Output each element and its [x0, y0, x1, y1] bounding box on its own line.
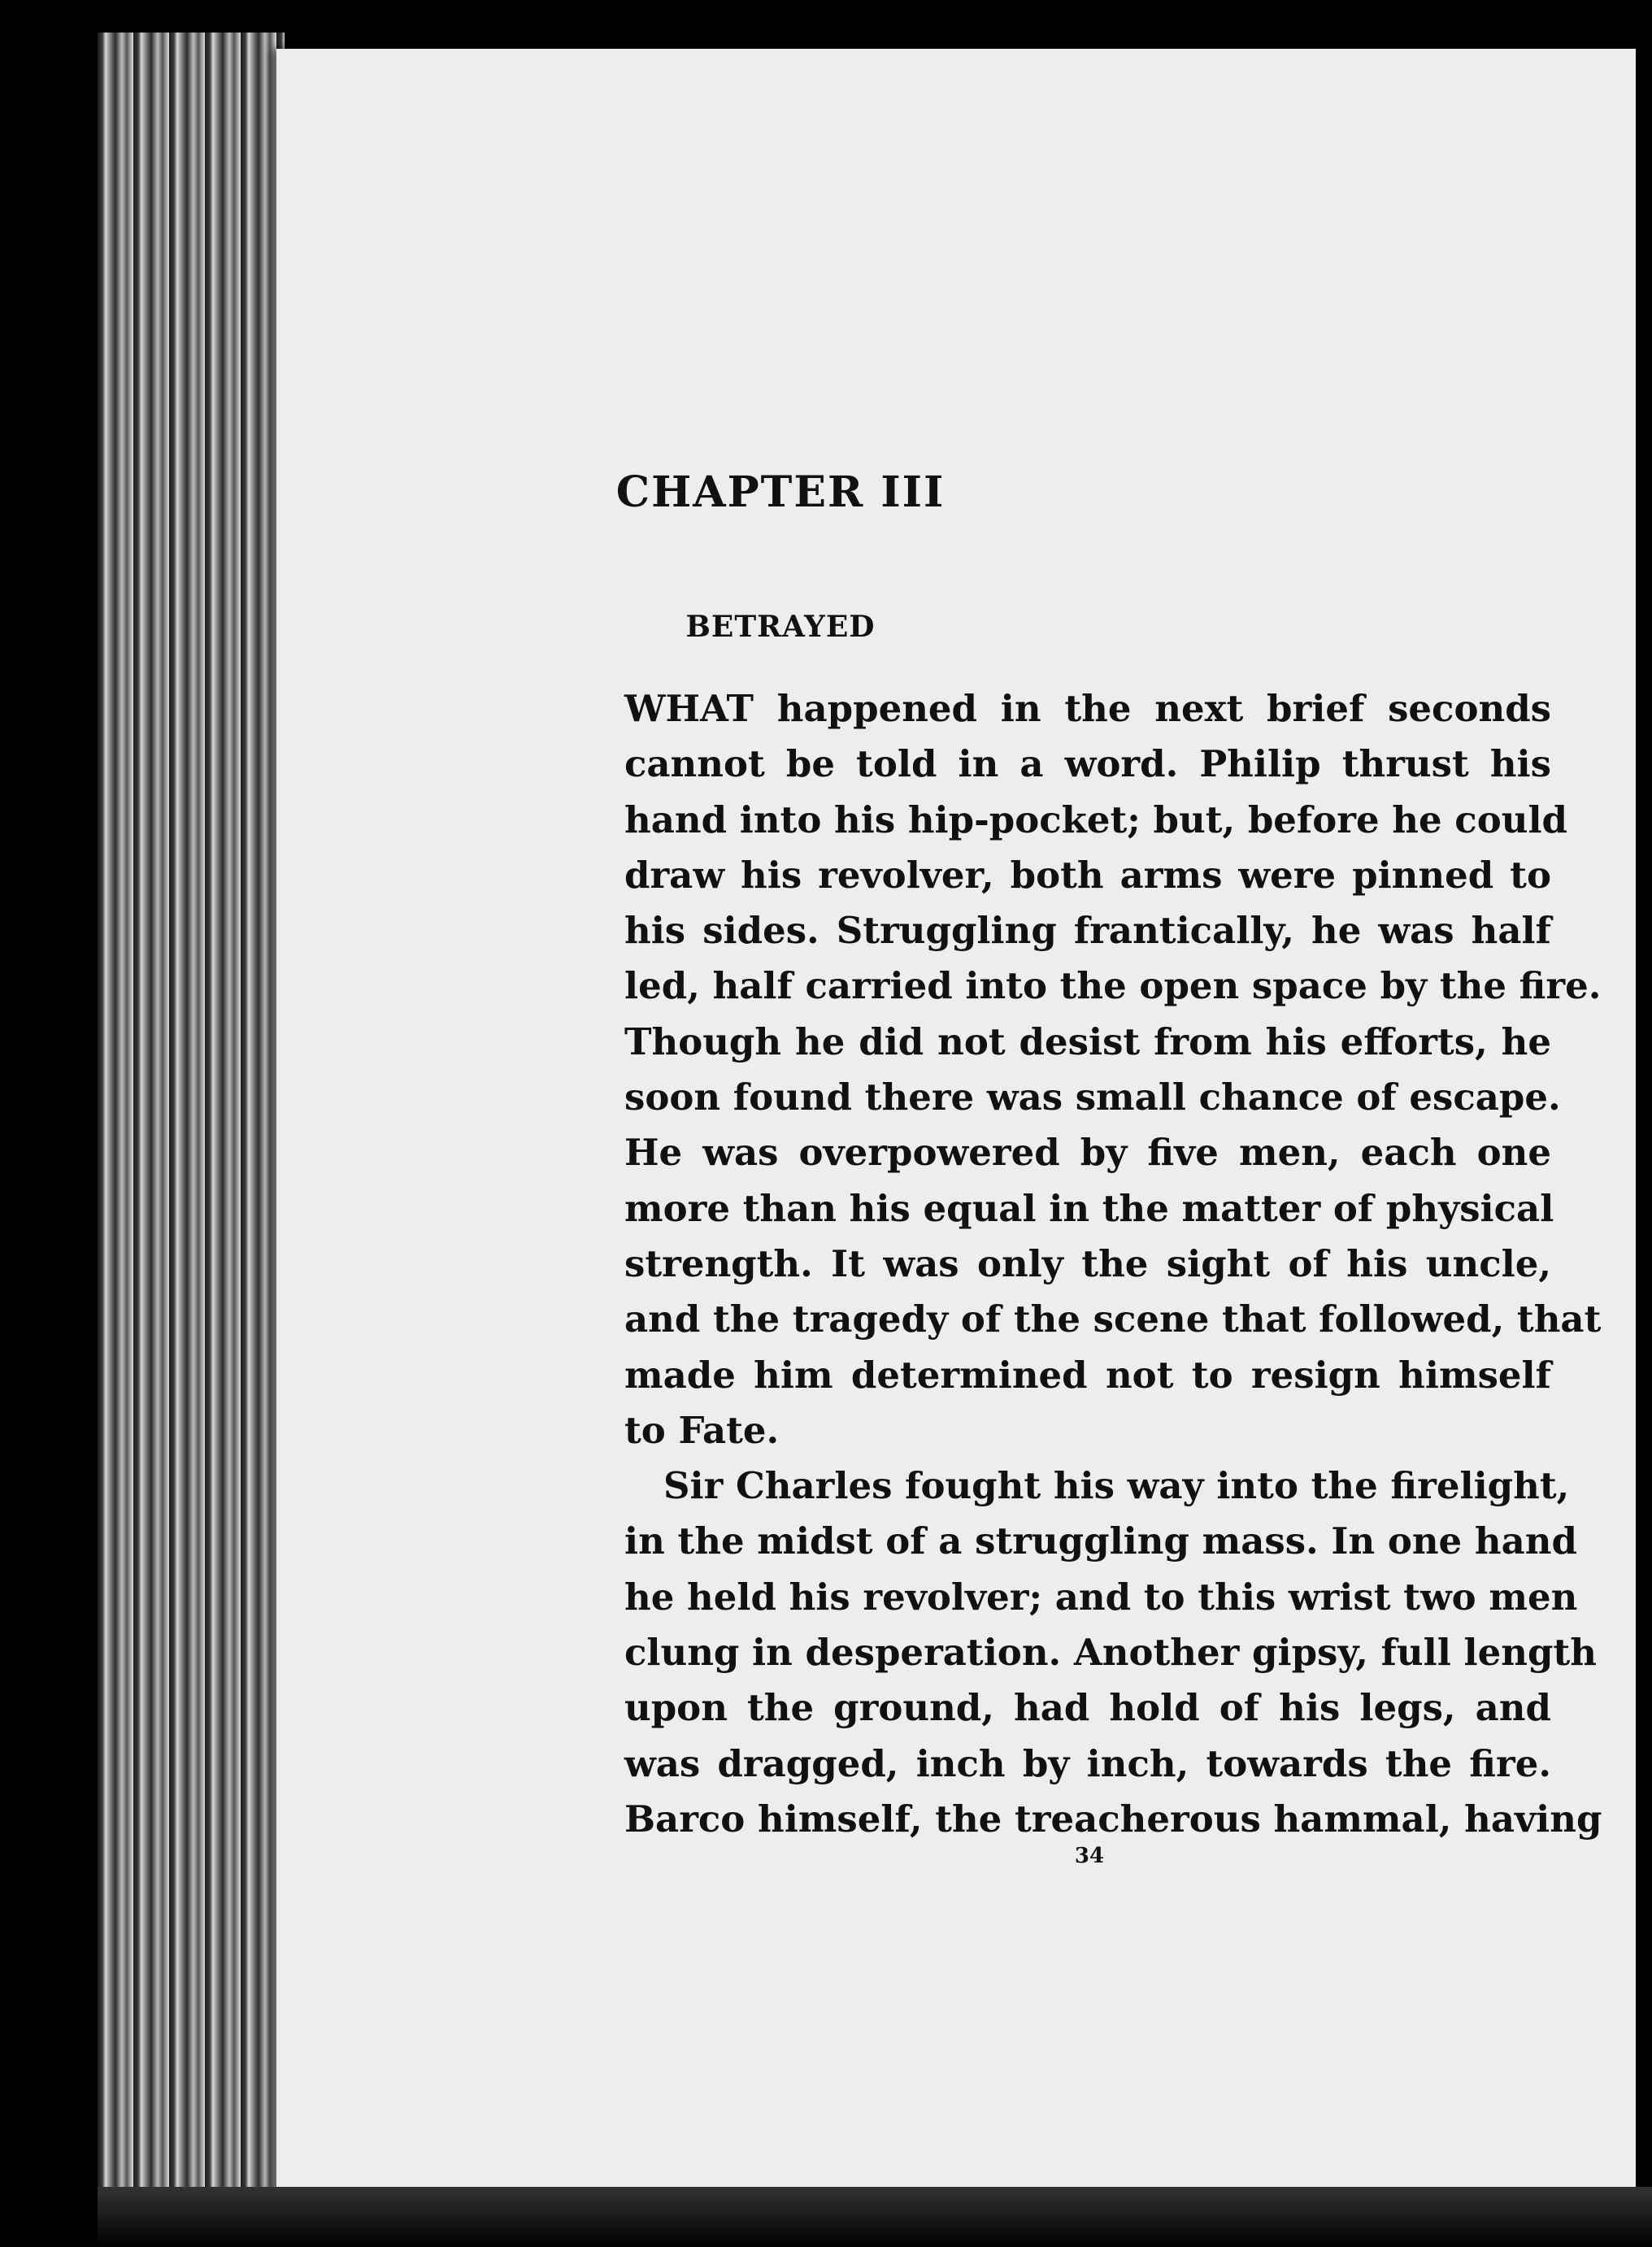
text-line: in the midst of a struggling mass. In one hand — [624, 1519, 1577, 1563]
text-line: he held his revolver; and to this wrist two men — [624, 1575, 1578, 1619]
text-line: draw his revolver, both arms were pinned to — [624, 853, 1551, 897]
text-line: and the tragedy of the scene that followed, that — [624, 1297, 1602, 1341]
text-line: upon the ground, had hold of his legs, and — [624, 1686, 1551, 1730]
page-edges — [98, 33, 285, 2195]
text-line: Sir Charles fought his way into the firelight, — [663, 1464, 1570, 1508]
paragraph-1 — [624, 681, 1602, 1458]
text-line: Barco himself, the treacherous hammal, having — [624, 1797, 1602, 1841]
text-line: hand into his hip-pocket; but, before he could — [624, 798, 1568, 841]
chapter-title: CHAPTER III — [615, 467, 946, 517]
text-line: to Fate. — [624, 1408, 780, 1452]
chapter-subtitle: BETRAYED — [685, 610, 876, 644]
text-line: strength. It was only the sight of his uncle, — [624, 1241, 1551, 1285]
text-line: made him determined not to resign himself — [624, 1353, 1551, 1397]
text-line: more than his equal in the matter of physical — [624, 1186, 1554, 1230]
body-text — [624, 681, 1602, 1847]
text-line: cannot be told in a word. Philip thrust his — [624, 742, 1551, 786]
page-number: 34 — [1074, 1844, 1105, 1868]
text-line: clung in desperation. Another gipsy, full length — [624, 1631, 1597, 1675]
paragraph-2 — [624, 1458, 1602, 1847]
text-line: WHAT happened in the next brief seconds — [624, 687, 1551, 730]
binding-shadow — [98, 2187, 1652, 2247]
text-line: was dragged, inch by inch, towards the fire. — [624, 1741, 1551, 1785]
text-line: He was overpowered by five men, each one — [624, 1131, 1551, 1175]
text-line: led, half carried into the open space by the fire. — [624, 964, 1602, 1008]
text-line: Though he did not desist from his efforts, he — [624, 1019, 1551, 1063]
text-line: soon found there was small chance of escape. — [624, 1076, 1561, 1119]
text-line: his sides. Struggling frantically, he was half — [624, 909, 1551, 953]
